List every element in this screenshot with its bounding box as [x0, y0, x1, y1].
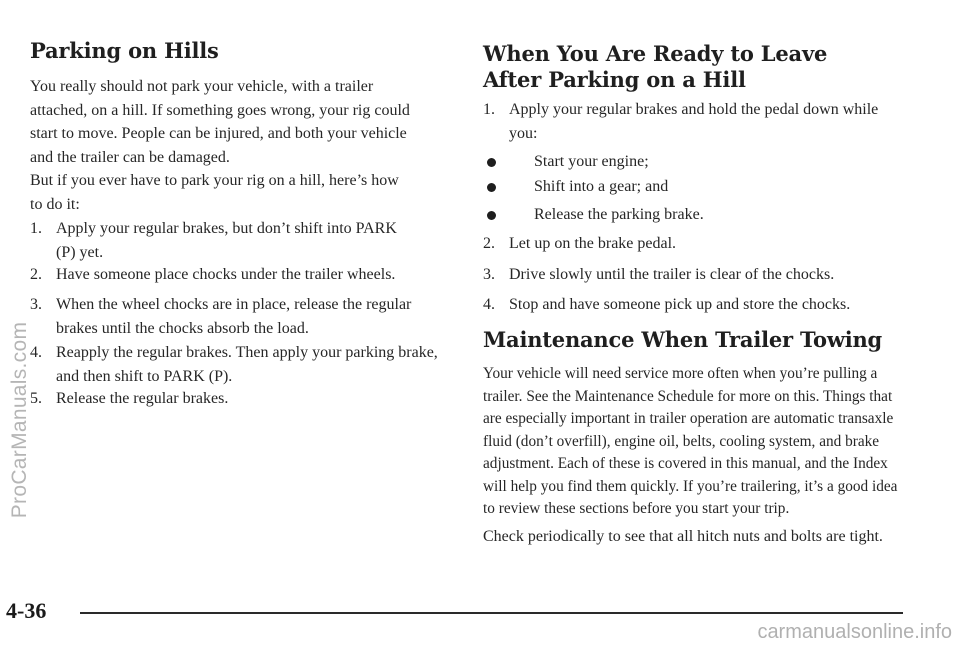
list-item	[30, 341, 450, 388]
list-item-text: Stop and have someone pick up and store the chocks.	[509, 296, 851, 313]
bullet-icon	[487, 211, 496, 220]
list-item-number: 1.	[483, 101, 495, 118]
list-item-text: Let up on the brake pedal.	[509, 235, 677, 252]
list-item-text: When the wheel chocks are in place, release the regular brakes until the chocks absorb the load.	[56, 296, 412, 337]
list-item-number: 5.	[30, 390, 42, 407]
bullet-item	[483, 150, 913, 174]
list-item-number: 3.	[483, 266, 495, 283]
list-item-number: 4.	[30, 344, 42, 361]
list-item-text: Drive slowly until the trailer is clear of the chocks.	[509, 266, 835, 283]
footer-divider	[80, 612, 903, 614]
list-item	[30, 387, 440, 411]
lead-paragraph: But if you ever have to park your rig on a hill, here’s how to do it:	[30, 172, 399, 213]
list-item	[483, 98, 913, 145]
list-item-number: 4.	[483, 296, 495, 313]
heading-maintenance-trailer-towing: Maintenance When Trailer Towing	[483, 327, 883, 352]
list-item-text: Reapply the regular brakes. Then apply your parking brake, and then shift to PARK (P).	[56, 344, 438, 385]
list-item-text: Apply your regular brakes and hold the pedal down while you:	[509, 101, 879, 142]
list-item-number: 2.	[30, 266, 42, 283]
list-item-text: Have someone place chocks under the trailer wheels.	[56, 266, 396, 283]
bullet-text: Shift into a gear; and	[534, 178, 669, 195]
side-watermark	[0, 0, 40, 645]
heading-parking-on-hills: Parking on Hills	[30, 38, 219, 63]
list-item	[30, 217, 440, 264]
bullet-text: Release the parking brake.	[534, 206, 704, 223]
bullet-item	[483, 203, 913, 227]
list-item	[30, 263, 450, 287]
list-item	[483, 293, 923, 317]
list-item	[30, 293, 440, 340]
bottom-watermark: carmanualsonline.info	[757, 621, 952, 643]
list-item-number: 3.	[30, 296, 42, 313]
side-watermark-text: ProCarManuals.com	[8, 321, 31, 519]
bullet-icon	[487, 183, 496, 192]
list-item-number: 2.	[483, 235, 495, 252]
list-item-text: Apply your regular brakes, but don’t shift into PARK (P) yet.	[56, 220, 397, 261]
bullet-item	[483, 175, 913, 199]
check-paragraph: Check periodically to see that all hitch nuts and bolts are tight.	[483, 528, 883, 545]
maintenance-paragraph: Your vehicle will need service more often when you’re pulling a trailer. See the Maintenance Schedule for more on this. Things that are especially important in trailer operation are automatic transaxle fluid (don’t overfill), engine oil, belts, cooling system, and brake adjustment. Each of these is covered in this manual, and the Index will help you find them quickly. If you’re trailering, it’s a good idea to review these sections before you start your trip.	[483, 365, 898, 517]
list-item	[483, 232, 913, 256]
intro-paragraph: You really should not park your vehicle, with a trailer attached, on a hill. If something goes wrong, your rig could start to move. People can be injured, and both your vehicle and the trailer can be damaged.	[30, 78, 410, 166]
list-item-text: Release the regular brakes.	[56, 390, 229, 407]
list-item	[483, 263, 913, 287]
heading-ready-to-leave: When You Are Ready to Leave After Parking on a Hill	[483, 41, 828, 92]
bullet-icon	[487, 158, 496, 167]
page-number: 4-36	[6, 598, 47, 623]
list-item-number: 1.	[30, 220, 42, 237]
bullet-text: Start your engine;	[534, 153, 649, 170]
